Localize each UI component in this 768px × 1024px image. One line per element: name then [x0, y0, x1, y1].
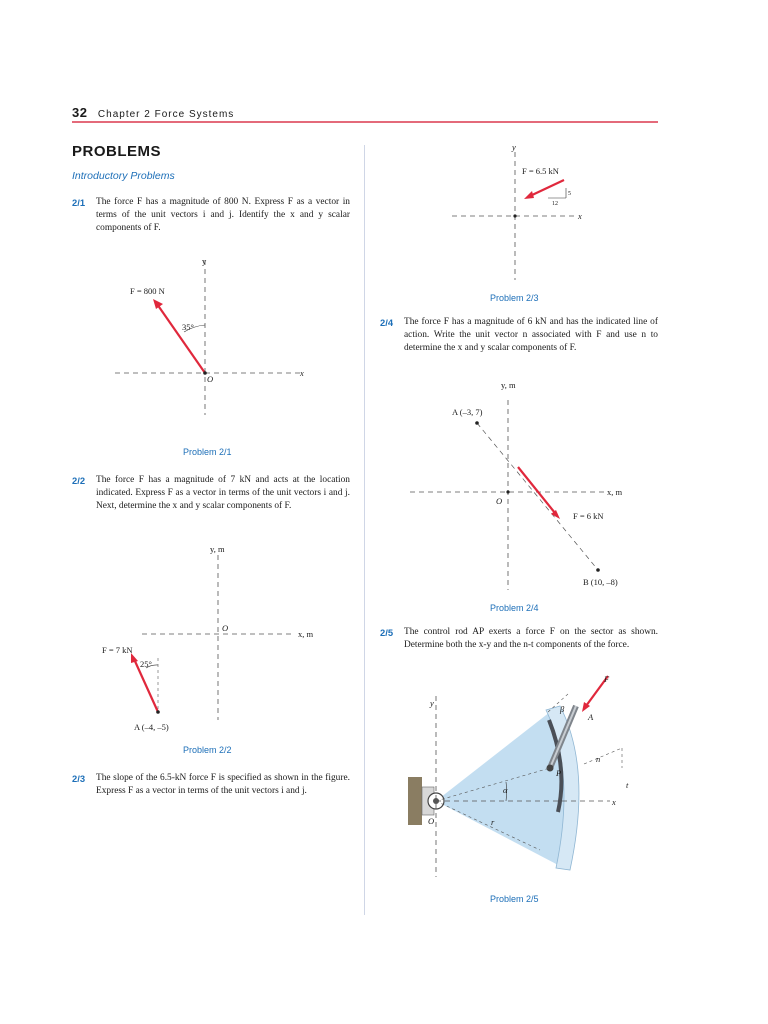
- n-axis-label: n: [596, 754, 601, 764]
- origin-label: O: [428, 816, 435, 826]
- figure-problem-2-1: [110, 250, 320, 430]
- y-axis-label: y, m: [210, 544, 225, 554]
- t-axis-label: t: [626, 780, 629, 790]
- y-axis-label: y: [430, 698, 434, 708]
- column-divider: [364, 145, 365, 915]
- problem-number: 2/5: [380, 627, 394, 638]
- x-axis-label: x: [578, 211, 582, 221]
- force-label: F: [604, 674, 610, 684]
- problem-text: The force F has a magnitude of 6 kN and has the indicated line of action. Write the unit vector n associated with F and use n to determine the x and y scalar components of F.: [404, 317, 658, 354]
- chapter-title: Chapter 2 Force Systems: [97, 109, 235, 120]
- caption-problem-2-4: Problem 2/4: [490, 603, 539, 613]
- force-label: F = 6 kN: [573, 511, 604, 521]
- x-axis-label: x: [300, 368, 304, 378]
- force-label: F = 7 kN: [102, 645, 133, 655]
- force-label: F = 800 N: [130, 286, 165, 296]
- x-axis-label: x, m: [298, 629, 314, 639]
- problem-2-1: [72, 196, 350, 240]
- caption-problem-2-5: Problem 2/5: [490, 894, 539, 904]
- problem-text: The slope of the 6.5-kN force F is specified as shown in the figure. Express F as a vector in terms of the unit vectors i and j.: [96, 773, 350, 797]
- point-b-label: B (10, –8): [583, 577, 618, 587]
- figure-problem-2-3: [440, 140, 600, 290]
- problem-number: 2/1: [72, 197, 86, 208]
- figure-problem-2-4: [405, 375, 645, 595]
- problem-2-2: [72, 474, 350, 530]
- origin-label: O: [496, 496, 503, 506]
- point-p-label: P: [556, 768, 562, 778]
- problem-text: The force F has a magnitude of 800 N. Express F as a vector in terms of the unit vectors i and j. Identify the x and y scalar components of F.: [96, 197, 350, 234]
- figure-problem-2-5: [400, 672, 650, 882]
- point-a-label: A (–3, 7): [452, 407, 483, 417]
- x-axis-label: x: [612, 797, 616, 807]
- angle-label: 35°: [182, 322, 194, 332]
- header-rule: [72, 121, 658, 123]
- alpha-label: α: [503, 785, 508, 795]
- running-header: [72, 104, 658, 122]
- origin-label: O: [222, 623, 229, 633]
- run-label: 12: [552, 201, 558, 207]
- rise-label: 5: [568, 191, 571, 197]
- problem-text: The force F has a magnitude of 7 kN and acts at the location indicated. Express F as a vector in terms of the unit vectors i and j. Next, determine the x and y scalar components of F.: [96, 475, 350, 512]
- angle-label: 25°: [140, 659, 152, 669]
- sector: [436, 712, 567, 866]
- problem-number: 2/2: [72, 475, 86, 486]
- y-axis-label: y: [202, 256, 207, 266]
- problem-number: 2/4: [380, 317, 394, 328]
- section-subtitle: Introductory Problems: [72, 170, 175, 182]
- point-a-label: A: [588, 712, 594, 722]
- caption-problem-2-2: Problem 2/2: [183, 745, 232, 755]
- figure-problem-2-2: [100, 540, 330, 740]
- caption-problem-2-1: Problem 2/1: [183, 447, 232, 457]
- problem-text: The control rod AP exerts a force F on the sector as shown. Determine both the x-y and the n-t components of the force.: [404, 627, 658, 651]
- wall-support: [408, 777, 422, 825]
- force-label: F = 6.5 kN: [522, 166, 559, 176]
- y-axis-label: y, m: [501, 380, 516, 390]
- y-axis-label: y: [512, 142, 516, 152]
- problem-2-5: [380, 626, 658, 670]
- point-a-label: A (–4, –5): [134, 722, 169, 732]
- problem-number: 2/3: [72, 773, 86, 784]
- x-axis-label: x, m: [607, 487, 623, 497]
- problem-2-3: [72, 772, 350, 816]
- caption-problem-2-3: Problem 2/3: [490, 293, 539, 303]
- page-number: 32: [72, 105, 88, 120]
- beta-label: β: [560, 704, 565, 714]
- origin-label: O: [207, 374, 214, 384]
- radius-label: r: [491, 817, 495, 827]
- problem-2-4: [380, 316, 658, 372]
- section-title: PROBLEMS: [72, 143, 162, 160]
